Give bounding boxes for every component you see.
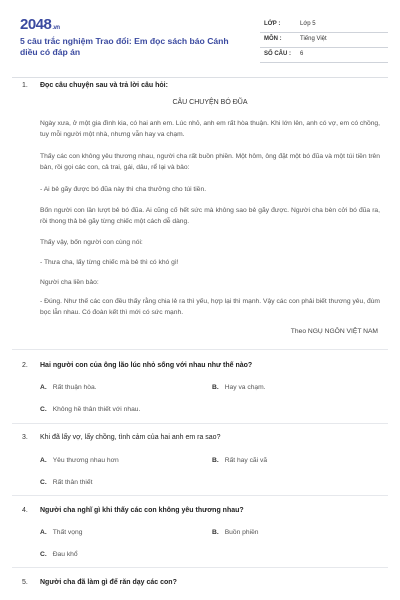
- story-paragraph: Ngày xưa, ở một gia đình kia, có hai anh em. Lúc nhỏ, anh em rất hòa thuận. Khi lớn lên, anh có vợ, em có chồng, tuy mỗi người một nhà, nhưng vẫn hay va chạm.: [40, 120, 380, 138]
- story-paragraph: - Thưa cha, lấy từng chiếc mà bẻ thì có khó gì!: [40, 259, 179, 266]
- meta-label: MÔN :: [264, 36, 282, 42]
- question-number: 1.: [22, 82, 28, 89]
- option-text: Không hề thân thiết với nhau.: [52, 406, 141, 413]
- question-divider: [12, 495, 388, 496]
- question-number: 5.: [22, 579, 28, 586]
- option-letter: B.: [212, 457, 219, 464]
- story-title: CÂU CHUYỆN BÓ ĐŨA: [172, 99, 248, 106]
- meta-label: SỐ CÂU :: [264, 51, 291, 57]
- meta-value: Lớp 5: [300, 21, 316, 27]
- meta-value: Tiếng Việt: [300, 36, 327, 42]
- option-letter: A.: [40, 384, 47, 391]
- question-number: 3.: [22, 434, 28, 441]
- option-a[interactable]: [40, 457, 119, 464]
- meta-row-count: [260, 48, 388, 63]
- option-letter: B.: [212, 384, 219, 391]
- story-paragraph: - Ai bẻ gãy được bó đũa này thì cha thưởng cho túi tiền.: [40, 186, 207, 193]
- site-logo[interactable]: [20, 16, 60, 33]
- option-text: Rất hay cãi vã: [224, 457, 268, 464]
- option-c[interactable]: [40, 406, 140, 413]
- option-a[interactable]: [40, 529, 82, 536]
- option-text: Đau khổ: [52, 551, 78, 558]
- meta-table: [260, 18, 388, 63]
- story-paragraph: Thấy vậy, bốn người con cùng nói:: [40, 239, 143, 246]
- question-divider: [12, 349, 388, 350]
- option-text: Hay va chạm.: [224, 384, 266, 391]
- question-number: 4.: [22, 507, 28, 514]
- option-text: Yêu thương nhau hơn: [52, 457, 119, 464]
- option-c[interactable]: [40, 551, 78, 558]
- option-letter: A.: [40, 457, 47, 464]
- question-text: Người cha đã làm gì để răn dạy các con?: [40, 579, 177, 586]
- option-b[interactable]: [212, 529, 259, 536]
- meta-label: LỚP :: [264, 21, 281, 27]
- option-letter: A.: [40, 529, 47, 536]
- story-source: Theo NGỤ NGÔN VIỆT NAM: [290, 328, 378, 335]
- meta-row-subject: [260, 33, 388, 48]
- option-b[interactable]: [212, 384, 266, 391]
- logo-main: 2048: [20, 16, 52, 33]
- question-text: Khi đã lấy vợ, lấy chồng, tình cảm của hai anh em ra sao?: [40, 434, 221, 441]
- option-letter: C.: [40, 406, 47, 413]
- option-text: Thất vọng: [52, 529, 83, 536]
- meta-row-class: [260, 18, 388, 33]
- question-text: Hai người con của ông lão lúc nhỏ sống với nhau như thế nào?: [40, 362, 253, 369]
- option-text: Buồn phiền: [224, 529, 259, 536]
- option-text: Rất thân thiết: [52, 479, 93, 486]
- page-header: [16, 14, 384, 66]
- meta-value: 6: [300, 51, 304, 57]
- option-b[interactable]: [212, 457, 267, 464]
- question-text: Đọc câu chuyện sau và trả lời câu hỏi:: [40, 82, 168, 89]
- question-divider: [12, 423, 388, 424]
- option-a[interactable]: [40, 384, 97, 391]
- header-divider: [12, 77, 388, 78]
- option-letter: B.: [212, 529, 219, 536]
- logo-tld: .vn: [52, 25, 60, 31]
- story-paragraph: Người cha liền bảo:: [40, 279, 99, 286]
- option-c[interactable]: [40, 479, 92, 486]
- question-number: 2.: [22, 362, 28, 369]
- question-divider: [12, 567, 388, 568]
- option-text: Rất thuận hòa.: [52, 384, 97, 391]
- document-title: 5 câu trắc nghiệm Trao đổi: Em đọc sách báo Cánh diều có đáp án: [20, 36, 229, 57]
- story-paragraph: Thấy các con không yêu thương nhau, người cha rất buồn phiền. Một hôm, ông đặt một bó đũa và một túi tiền trên bàn, rồi gọi các con, cả trai, gái, dâu, rể lại và bảo:: [40, 153, 380, 171]
- option-letter: C.: [40, 551, 47, 558]
- question-text: Người cha nghĩ gì khi thấy các con không yêu thương nhau?: [40, 507, 244, 514]
- story-paragraph: Bốn người con lần lượt bẻ bó đũa. Ai cũng cố hết sức mà không sao bẻ gãy được. Người cha bèn cởi bó đũa ra, rồi thong thả bẻ gãy từng chiếc một cách dễ dàng.: [40, 207, 380, 225]
- story-paragraph: - Đúng. Như thế các con đều thấy rằng chia lẻ ra thì yếu, hợp lại thì mạnh. Vậy các con phải biết thương yêu, đùm bọc lẫn nhau. Có đoàn kết thì mới có sức mạnh.: [40, 298, 380, 316]
- option-letter: C.: [40, 479, 47, 486]
